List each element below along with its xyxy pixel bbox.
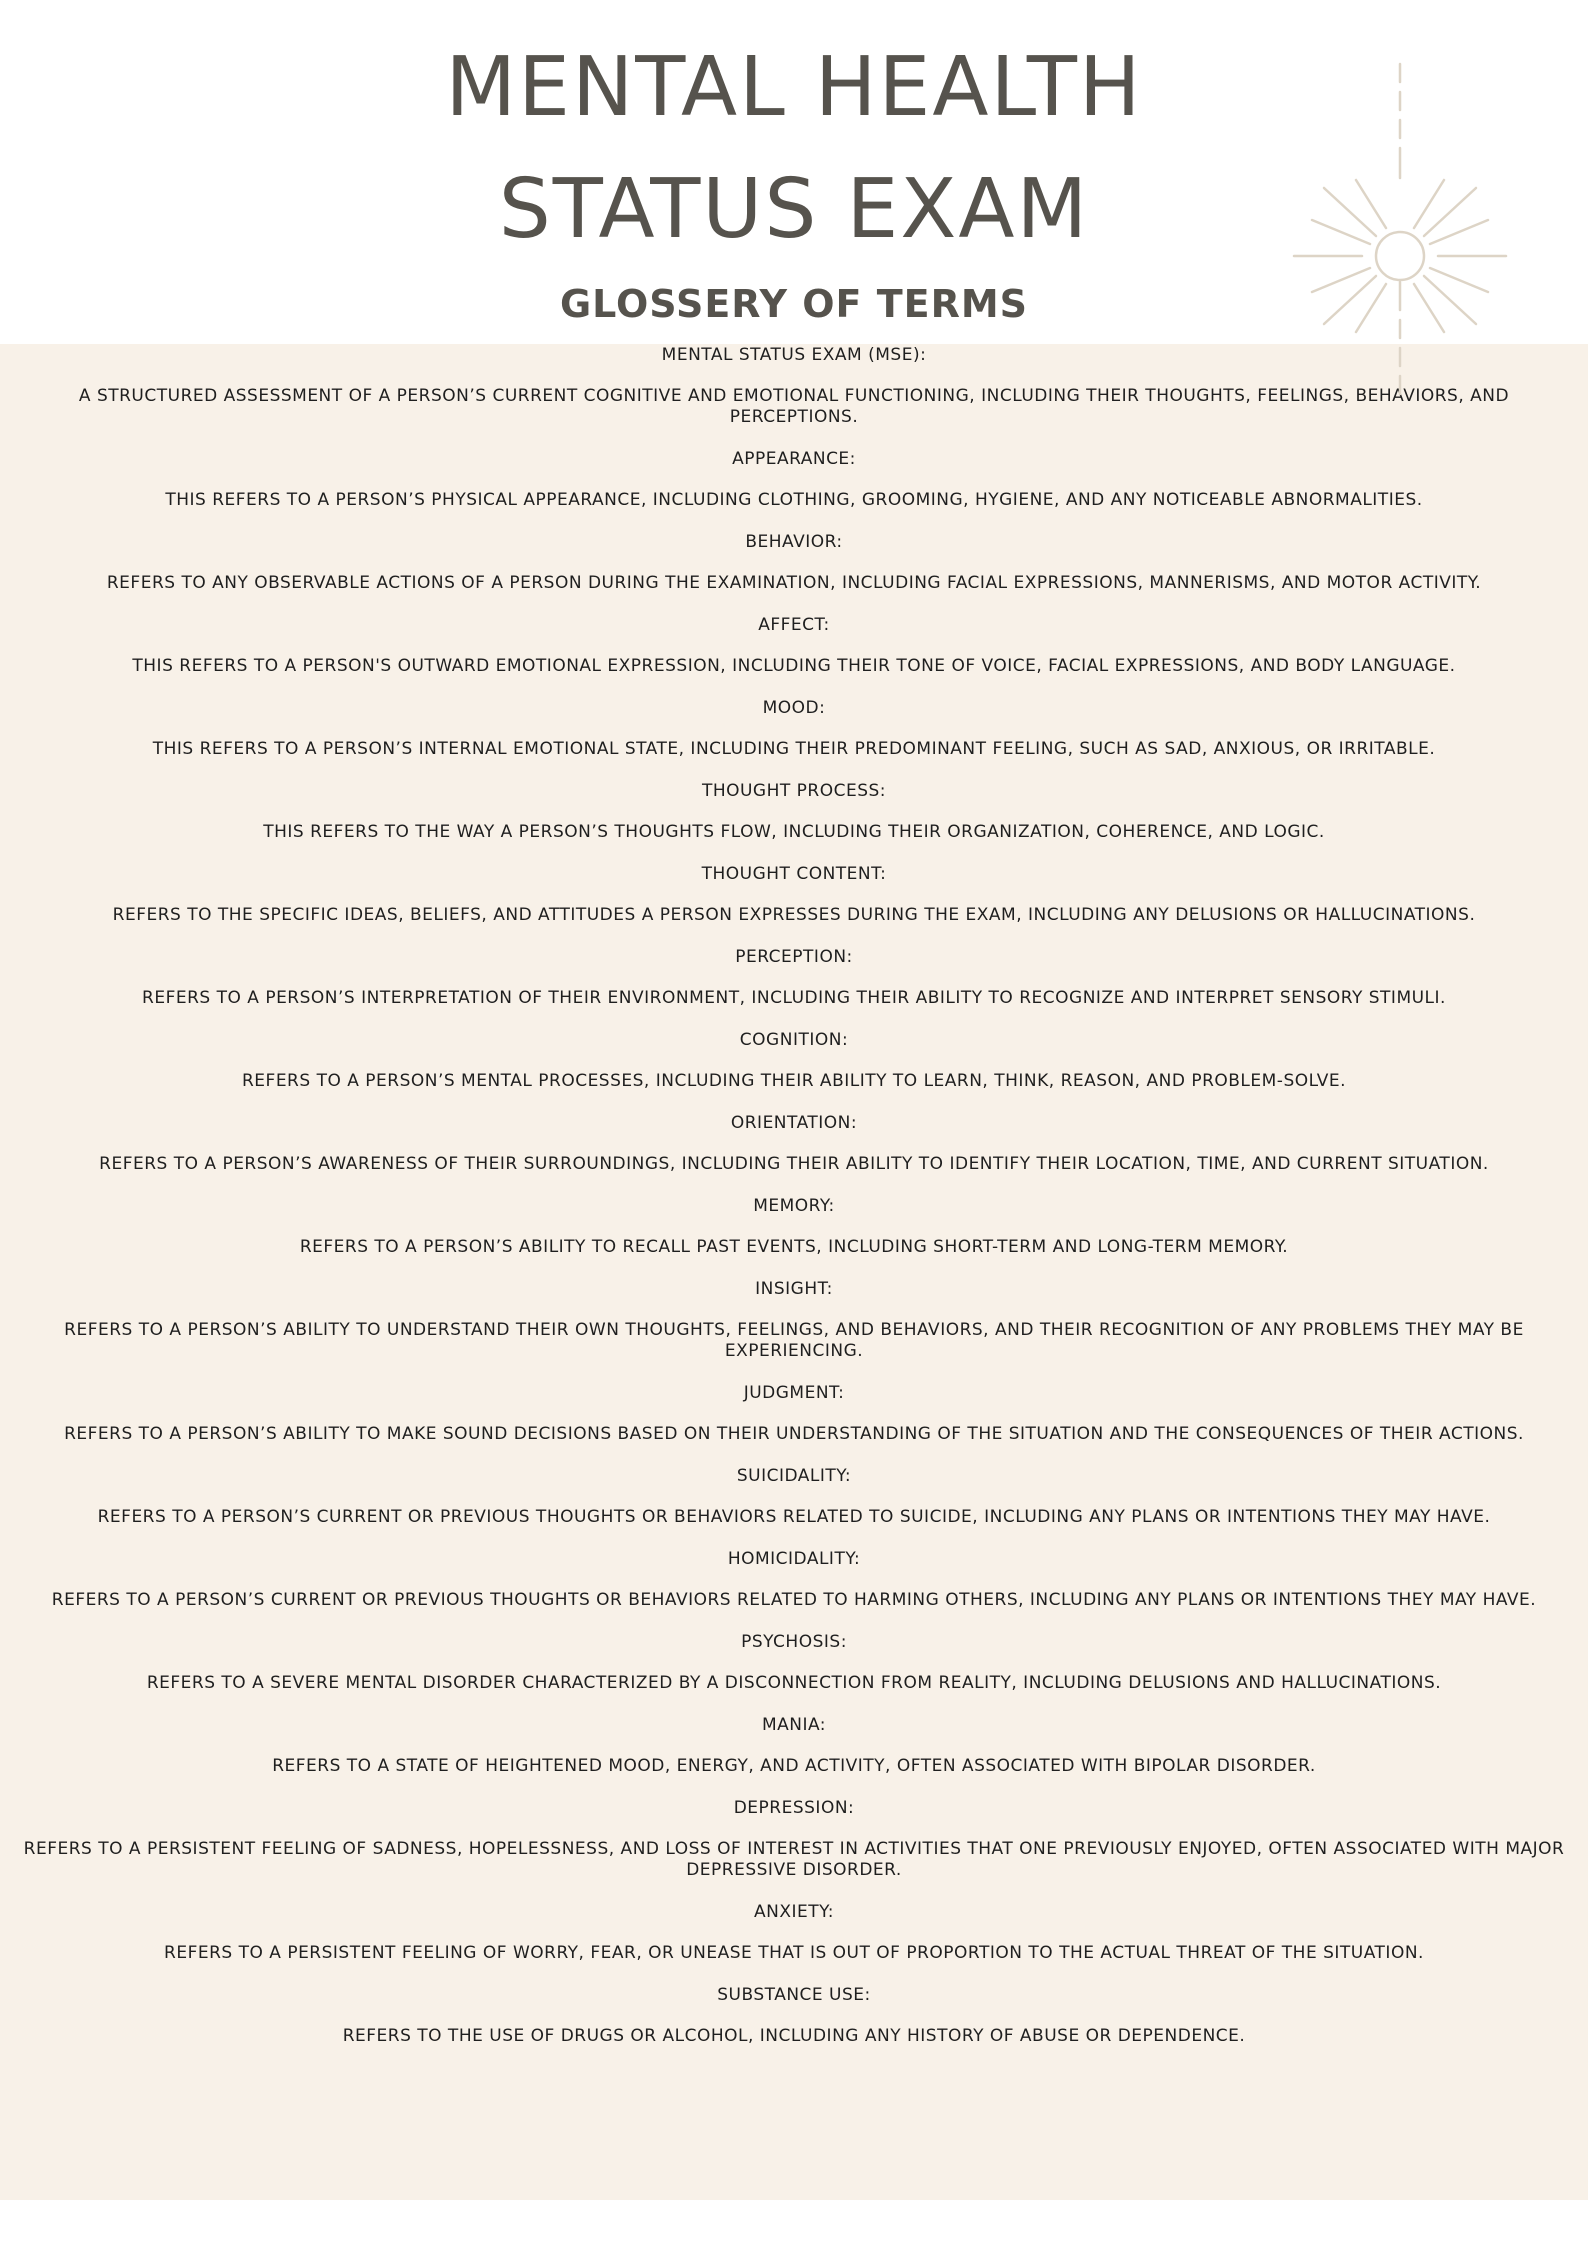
term-definition: REFERS TO A STATE OF HEIGHTENED MOOD, ENERGY, AND ACTIVITY, OFTEN ASSOCIATED WITH BIPOLAR DISORDER. [272,1756,1316,1776]
term-definition: REFERS TO A PERSON’S CURRENT OR PREVIOUS THOUGHTS OR BEHAVIORS RELATED TO SUICIDE, INCLUDING ANY PLANS OR INTENTIONS THEY MAY HAVE. [97,1507,1491,1527]
term-definition: REFERS TO A PERSON’S MENTAL PROCESSES, INCLUDING THEIR ABILITY TO LEARN, THINK, REASON, AND PROBLEM-SOLVE. [241,1071,1346,1091]
glossary-entry [0,531,1588,594]
term-definition: A STRUCTURED ASSESSMENT OF A PERSON’S CURRENT COGNITIVE AND EMOTIONAL FUNCTIONING, INCLUDING THEIR THOUGHTS, FEELINGS, BEHAVIORS, AND PERCEPTIONS. [78,386,1510,427]
term-definition: REFERS TO A PERSISTENT FEELING OF WORRY, FEAR, OR UNEASE THAT IS OUT OF PROPORTION TO THE ACTUAL THREAT OF THE SITUATION. [164,1943,1424,1963]
glossary-panel [0,344,1588,2200]
term-definition: REFERS TO THE USE OF DRUGS OR ALCOHOL, INCLUDING ANY HISTORY OF ABUSE OR DEPENDENCE. [342,2026,1246,2046]
term-name: JUDGMENT: [743,1383,845,1403]
term-definition: REFERS TO A SEVERE MENTAL DISORDER CHARACTERIZED BY A DISCONNECTION FROM REALITY, INCLUDING DELUSIONS AND HALLUCINATIONS. [146,1673,1442,1693]
term-definition: REFERS TO A PERSISTENT FEELING OF SADNESS, HOPELESSNESS, AND LOSS OF INTEREST IN ACTIVITIES THAT ONE PREVIOUSLY ENJOYED, OFTEN ASSOCIATED WITH MAJOR DEPRESSIVE DISORDER. [23,1839,1565,1880]
glossary-entry [0,780,1588,843]
term-name: DEPRESSION: [733,1798,855,1818]
glossary-entry [0,1548,1588,1611]
glossary-entry [0,1112,1588,1175]
term-name: MOOD: [762,698,826,718]
term-definition: THIS REFERS TO A PERSON'S OUTWARD EMOTIONAL EXPRESSION, INCLUDING THEIR TONE OF VOICE, FACIAL EXPRESSIONS, AND BODY LANGUAGE. [132,656,1456,676]
term-name: ANXIETY: [754,1902,834,1922]
term-name: COGNITION: [739,1030,849,1050]
term-definition: REFERS TO A PERSON’S CURRENT OR PREVIOUS THOUGHTS OR BEHAVIORS RELATED TO HARMING OTHERS, INCLUDING ANY PLANS OR INTENTIONS THEY MAY HAVE. [51,1590,1537,1610]
term-name: THOUGHT PROCESS: [701,781,887,801]
term-definition: REFERS TO A PERSON’S ABILITY TO UNDERSTAND THEIR OWN THOUGHTS, FEELINGS, AND BEHAVIORS, AND THEIR RECOGNITION OF ANY PROBLEMS THEY MAY BE EXPERIENCING. [64,1320,1524,1361]
term-definition: REFERS TO A PERSON’S ABILITY TO MAKE SOUND DECISIONS BASED ON THEIR UNDERSTANDING OF THE SITUATION AND THE CONSEQUENCES OF THEIR ACTIONS. [64,1424,1524,1444]
glossary-entry [0,1797,1588,1881]
glossary-entry [0,1278,1588,1362]
glossary-entry [0,1714,1588,1777]
term-definition: REFERS TO A PERSON’S ABILITY TO RECALL PAST EVENTS, INCLUDING SHORT-TERM AND LONG-TERM MEMORY. [299,1237,1289,1257]
term-name: ORIENTATION: [730,1113,858,1133]
glossary-entry [0,448,1588,511]
page-title-line-2: STATUS EXAM [498,162,1090,257]
term-name: AFFECT: [758,615,830,635]
glossary-entry [0,1631,1588,1694]
glossary-entry [0,1029,1588,1092]
page-title-line-1: MENTAL HEALTH [445,40,1143,135]
term-name: SUICIDALITY: [736,1466,852,1486]
glossary-entry [0,1382,1588,1445]
term-definition: THIS REFERS TO A PERSON’S PHYSICAL APPEARANCE, INCLUDING CLOTHING, GROOMING, HYGIENE, AND ANY NOTICEABLE ABNORMALITIES. [165,490,1423,510]
glossary-entry [0,1901,1588,1964]
term-name: INSIGHT: [755,1279,833,1299]
term-definition: THIS REFERS TO THE WAY A PERSON’S THOUGHTS FLOW, INCLUDING THEIR ORGANIZATION, COHERENCE, AND LOGIC. [263,822,1325,842]
glossary-entry [0,1984,1588,2047]
glossary-entry [0,614,1588,677]
term-definition: REFERS TO ANY OBSERVABLE ACTIONS OF A PERSON DURING THE EXAMINATION, INCLUDING FACIAL EXPRESSIONS, MANNERISMS, AND MOTOR ACTIVITY. [106,573,1482,593]
glossary-entry [0,1195,1588,1258]
term-name: BEHAVIOR: [745,532,843,552]
glossary-entry [0,1465,1588,1528]
glossary-entry [0,863,1588,926]
glossary-entry [0,697,1588,760]
page-subtitle: GLOSSERY OF TERMS [559,282,1029,326]
term-definition: REFERS TO THE SPECIFIC IDEAS, BELIEFS, AND ATTITUDES A PERSON EXPRESSES DURING THE EXAM, INCLUDING ANY DELUSIONS OR HALLUCINATIONS. [112,905,1476,925]
term-definition: THIS REFERS TO A PERSON’S INTERNAL EMOTIONAL STATE, INCLUDING THEIR PREDOMINANT FEELING, SUCH AS SAD, ANXIOUS, OR IRRITABLE. [152,739,1436,759]
term-definition: REFERS TO A PERSON’S INTERPRETATION OF THEIR ENVIRONMENT, INCLUDING THEIR ABILITY TO RECOGNIZE AND INTERPRET SENSORY STIMULI. [142,988,1446,1008]
glossary-term-list [0,344,1588,2067]
term-name: HOMICIDALITY: [727,1549,861,1569]
term-name: MANIA: [761,1715,827,1735]
sun-burst-icon [1290,60,1510,420]
term-name: PSYCHOSIS: [741,1632,847,1652]
term-definition: REFERS TO A PERSON’S AWARENESS OF THEIR SURROUNDINGS, INCLUDING THEIR ABILITY TO IDENTIFY THEIR LOCATION, TIME, AND CURRENT SITUATION. [99,1154,1489,1174]
glossary-entry [0,946,1588,1009]
term-name: MEMORY: [753,1196,835,1216]
term-name: MENTAL STATUS EXAM (MSE): [661,345,927,365]
term-name: PERCEPTION: [735,947,853,967]
term-name: SUBSTANCE USE: [717,1985,871,2005]
term-name: THOUGHT CONTENT: [701,864,887,884]
term-name: APPEARANCE: [732,449,856,469]
